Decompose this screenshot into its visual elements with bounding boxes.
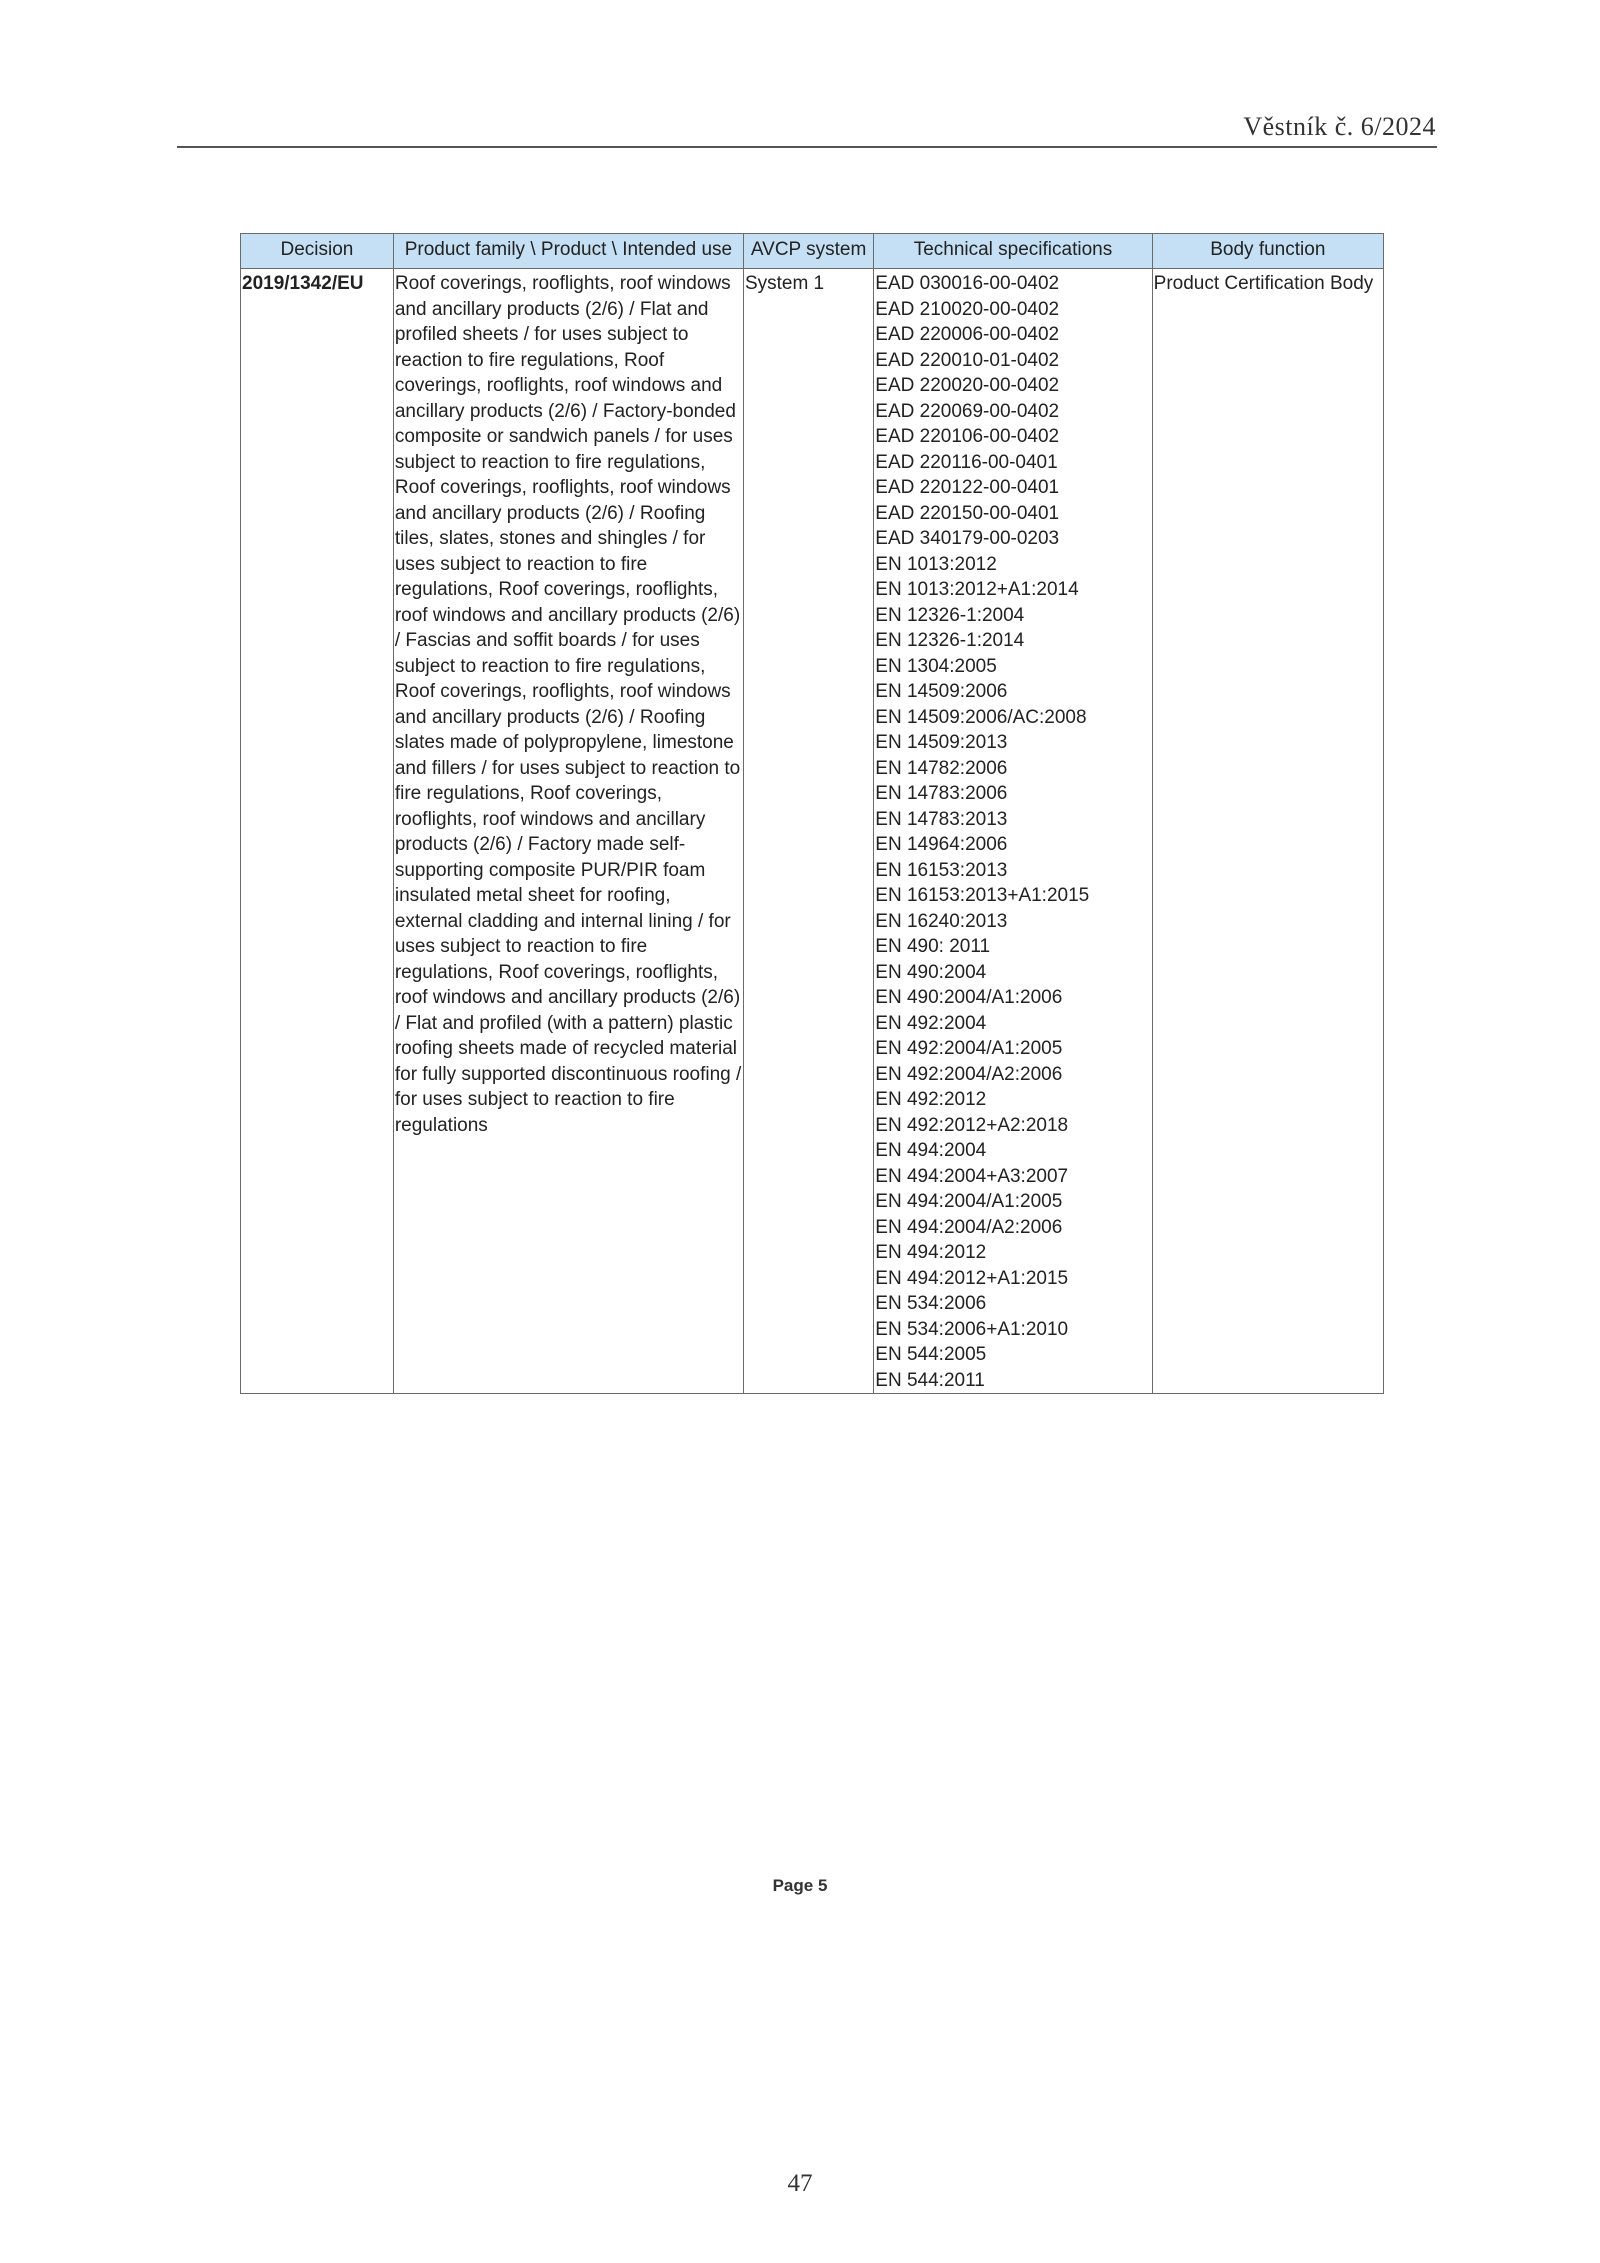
body-function-cell: Product Certification Body	[1152, 269, 1383, 1394]
specification-item: EN 534:2006+A1:2010	[875, 1318, 1069, 1340]
specification-item: EN 14509:2006/AC:2008	[875, 706, 1087, 728]
specification-item: EN 494:2004+A3:2007	[875, 1165, 1069, 1187]
specification-item: EN 1304:2005	[875, 655, 997, 677]
specification-item: EN 1013:2012	[875, 553, 997, 575]
header-divider	[177, 146, 1437, 148]
specification-item: EAD 030016-00-0402	[875, 273, 1060, 294]
specification-item: EAD 210020-00-0402	[875, 298, 1060, 320]
specification-item: EN 490: 2011	[875, 936, 991, 957]
specification-item: EN 14964:2006	[875, 834, 1008, 855]
specification-item: EN 494:2004/A2:2006	[875, 1216, 1063, 1238]
table-row	[241, 269, 1384, 1394]
specification-item: EN 12326-1:2014	[875, 630, 1025, 651]
avcp-cell: System 1	[743, 269, 873, 1394]
specification-item: EN 492:2004	[875, 1012, 987, 1034]
specification-item: EN 544:2005	[875, 1344, 987, 1365]
specification-item: EAD 220069-00-0402	[875, 400, 1060, 422]
specification-item: EN 494:2004	[875, 1140, 987, 1161]
product-cell: Roof coverings, rooflights, roof windows and ancillary products (2/6) / Flat and profiled sheets / for uses subject to reaction to fire regulations, Roof coverings, rooflights, roof windows and ancillary products (2/6) / Factory-bonded composite or sandwich panels / for uses subject to reaction to fire regulations, Roof coverings, rooflights, roof windows and ancillary products (2/6) / Roofing tiles, slates, stones and shingles / for uses subject to reaction to fire regulations, Roof coverings, rooflights, roof windows and ancillary products (2/6) / Fascias and soffit boards / for uses subject to reaction to fire regulations, Roof coverings, rooflights, roof windows and ancillary products (2/6) / Roofing slates made of polypropylene, limestone and fillers / for uses subject to reaction to fire regulations, Roof coverings, rooflights, roof windows and ancillary products (2/6) / Factory made self-supporting composite PUR/PIR foam insulated metal sheet for roofing, external cladding and internal lining / for uses subject to reaction to fire regulations, Roof coverings, rooflights, roof windows and ancillary products (2/6) / Flat and profiled (with a pattern) plastic roofing sheets made of recycled material for fully supported discontinuous roofing / for uses subject to reaction to fire regulations	[393, 269, 743, 1394]
specification-item: EAD 220122-00-0401	[875, 477, 1060, 498]
specification-item: EN 490:2004/A1:2006	[875, 987, 1063, 1008]
column-header-product: Product family \ Product \ Intended use	[393, 234, 743, 269]
column-header-specifications: Technical specifications	[874, 234, 1152, 269]
specification-item: EN 492:2012	[875, 1089, 987, 1110]
specification-item: EN 16240:2013	[875, 910, 1008, 932]
specification-item: EN 490:2004	[875, 961, 987, 983]
specification-item: EN 12326-1:2004	[875, 604, 1025, 626]
specification-item: EAD 220116-00-0401	[875, 451, 1058, 473]
specification-item: EN 544:2011	[875, 1369, 985, 1391]
specification-item: EN 492:2012+A2:2018	[875, 1114, 1069, 1136]
journal-title: Věstník č. 6/2024	[1243, 112, 1436, 141]
specification-item: EN 494:2012+A1:2015	[875, 1267, 1069, 1289]
specification-item: EAD 220020-00-0402	[875, 375, 1060, 396]
column-header-decision: Decision	[241, 234, 394, 269]
specification-item: EN 492:2004/A2:2006	[875, 1063, 1063, 1085]
specification-item: EAD 220106-00-0402	[875, 426, 1060, 447]
page-label: Page 5	[772, 1876, 828, 1895]
specifications-cell	[874, 269, 1152, 1394]
specification-item: EN 534:2006	[875, 1293, 987, 1314]
specification-item: EAD 220006-00-0402	[875, 324, 1060, 345]
specification-item: EAD 220150-00-0401	[875, 502, 1060, 524]
specification-item: EN 14783:2013	[875, 808, 1008, 830]
decision-cell: 2019/1342/EU	[241, 269, 394, 1394]
column-header-avcp: AVCP system	[743, 234, 873, 269]
specification-item: EAD 340179-00-0203	[875, 528, 1060, 549]
specification-item: EN 1013:2012+A1:2014	[875, 579, 1079, 600]
specification-item: EAD 220010-01-0402	[875, 349, 1060, 371]
page-number: 47	[787, 2170, 813, 2197]
table-header-row	[241, 234, 1384, 269]
specification-item: EN 14509:2006	[875, 681, 1008, 702]
specification-item: EN 492:2004/A1:2005	[875, 1038, 1063, 1059]
column-header-body-function: Body function	[1152, 234, 1383, 269]
specification-item: EN 16153:2013	[875, 859, 1008, 881]
specification-item: EN 16153:2013+A1:2015	[875, 885, 1090, 906]
specification-item: EN 494:2004/A1:2005	[875, 1191, 1063, 1212]
specification-item: EN 494:2012	[875, 1242, 987, 1263]
decision-table	[240, 233, 1384, 1394]
specification-item: EN 14782:2006	[875, 757, 1008, 779]
specification-item: EN 14783:2006	[875, 783, 1008, 804]
specification-item: EN 14509:2013	[875, 732, 1008, 753]
